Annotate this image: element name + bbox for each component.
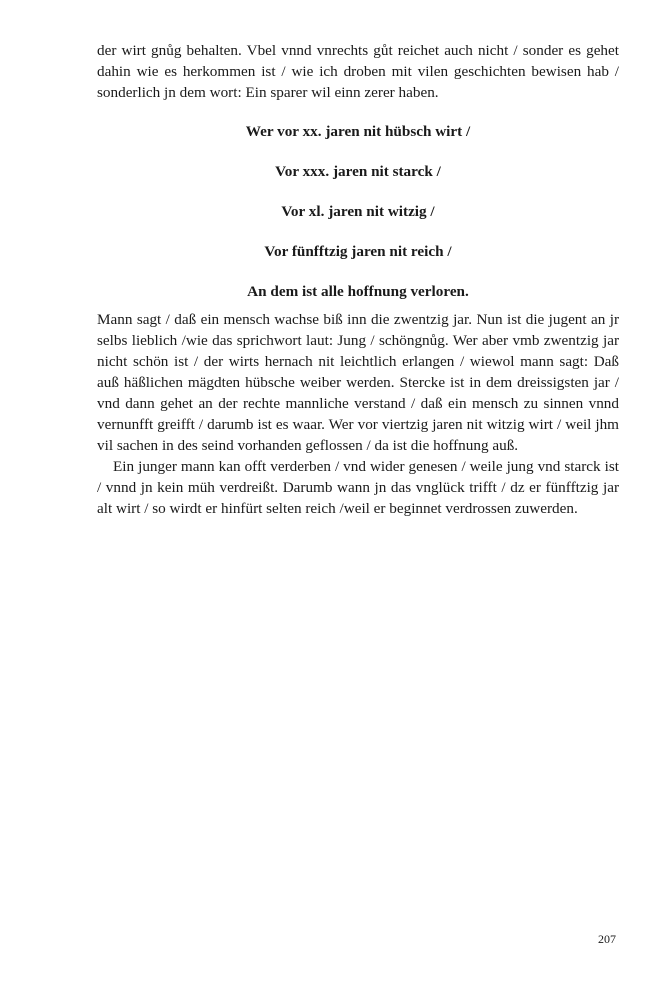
verse-line: Vor xxx. jaren nit starck /: [275, 163, 441, 180]
verse-line: Vor xl. jaren nit witzig /: [281, 203, 435, 220]
verse-line: Vor fünfftzig jaren nit reich /: [264, 243, 452, 260]
verse-line: An dem ist alle hoffnung verloren.: [247, 283, 469, 300]
verse-line: Wer vor xx. jaren nit hübsch wirt /: [245, 123, 471, 140]
page-number: 207: [598, 932, 616, 946]
page-body: [97, 40, 619, 519]
proverb-verse: [97, 122, 619, 301]
paragraph-opening: der wirt gnůg behalten. Vbel vnnd vnrechts gůt reichet auch nicht / sonder es gehet dahin wie es herkommen ist / wie ich droben mit vilen geschichten bewisen hab / sonderlich jn dem wort: Ein sparer wil einn zerer haben.: [97, 42, 619, 101]
paragraph-explanation: Mann sagt / daß ein mensch wachse biß inn die zwentzig jar. Nun ist die jugent an jr selbs lieblich /wie das sprichwort laut: Jung / schöngnůg. Wer aber vmb zwentzig jar nicht schön ist / der wirts hernach nit leichtlich erlangen / wiewol mann sagt: Daß auß häßlichen mägdten hübsche weiber werden. Stercke ist in dem dreissigsten jar / vnd dann gehet an der rechte mannliche verstand / daß ein mensch zu sinnen vnnd vernunfft greifft / darumb ist es waar. Wer vor viertzig jaren nit witzig wirt / weil jhm vil sachen in des seind vorhanden geflossen / da ist die hoffnung auß.: [97, 311, 619, 454]
paragraph-closing: Ein junger mann kan offt verderben / vnd wider genesen / weile jung vnd starck ist / vnnd jn kein müh verdreißt. Darumb wann jn das vnglück trifft / dz er fünfftzig jar alt wirt / so wirdt er hinfürt selten reich /weil er beginnet verdrossen zuwerden.: [97, 458, 619, 517]
